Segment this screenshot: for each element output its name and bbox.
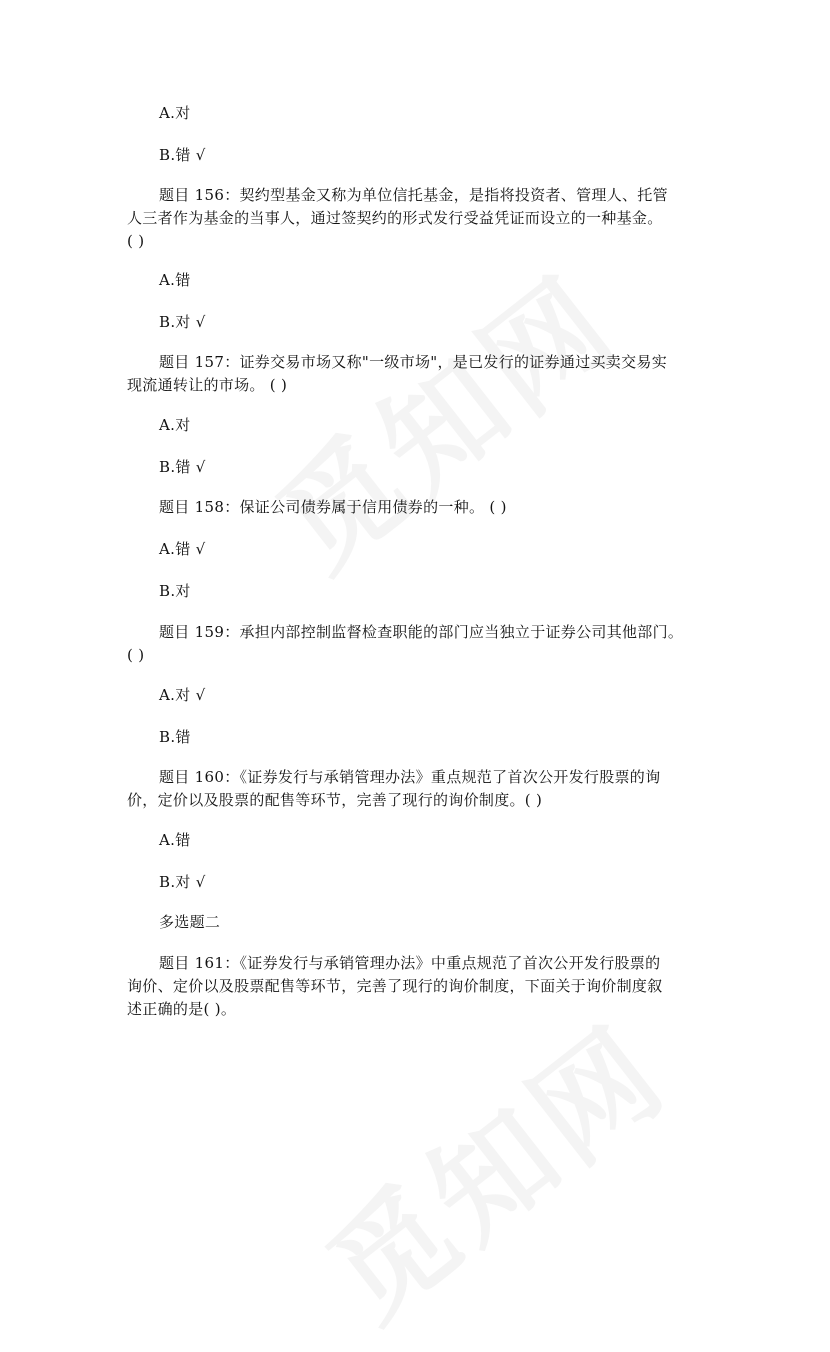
option-b: B.对 √	[159, 873, 206, 891]
question-159-line-1: 题目 159：承担内部控制监督检查职能的部门应当独立于证券公司其他部门。	[159, 623, 684, 641]
option-b: B.错 √	[159, 458, 206, 476]
watermark	[288, 980, 696, 1352]
option-a: A.错	[159, 271, 191, 289]
question-158-line-1: 题目 158：保证公司债券属于信用债券的一种。 ( )	[159, 498, 507, 516]
question-160-line-1: 题目 160：《证券发行与承销管理办法》重点规范了首次公开发行股票的询	[159, 768, 661, 786]
option-a: A.对 √	[159, 686, 206, 704]
option-b: B.错 √	[159, 146, 206, 164]
option-b: B.错	[159, 728, 191, 746]
option-a: A.对	[159, 104, 191, 122]
option-b: B.对	[159, 582, 191, 600]
question-156-line-3: ( )	[127, 232, 145, 250]
question-156-line-1: 题目 156：契约型基金又称为单位信托基金，是指将投资者、管理人、托管	[159, 186, 668, 204]
option-a: A.错	[159, 831, 191, 849]
option-a: A.对	[159, 416, 191, 434]
option-a: A.错 √	[159, 540, 206, 558]
question-161-line-3: 述正确的是( )。	[127, 1000, 237, 1018]
question-161-line-1: 题目 161：《证券发行与承销管理办法》中重点规范了首次公开发行股票的	[159, 954, 661, 972]
section-heading: 多选题二	[159, 913, 221, 931]
question-160-line-2: 价，定价以及股票的配售等环节，完善了现行的询价制度。( )	[127, 791, 543, 809]
question-161-line-2: 询价、定价以及股票配售等环节，完善了现行的询价制度，下面关于询价制度叙	[127, 977, 663, 995]
question-157-line-1: 题目 157：证券交易市场又称"一级市场"，是已发行的证券通过买卖交易实	[159, 353, 667, 371]
question-156-line-2: 人三者作为基金的当事人，通过签契约的形式发行受益凭证而设立的一种基金。	[127, 209, 663, 227]
watermark	[238, 230, 646, 602]
question-159-line-2: ( )	[127, 646, 145, 664]
question-157-line-2: 现流通转让的市场。 ( )	[127, 376, 288, 394]
option-b: B.对 √	[159, 313, 206, 331]
